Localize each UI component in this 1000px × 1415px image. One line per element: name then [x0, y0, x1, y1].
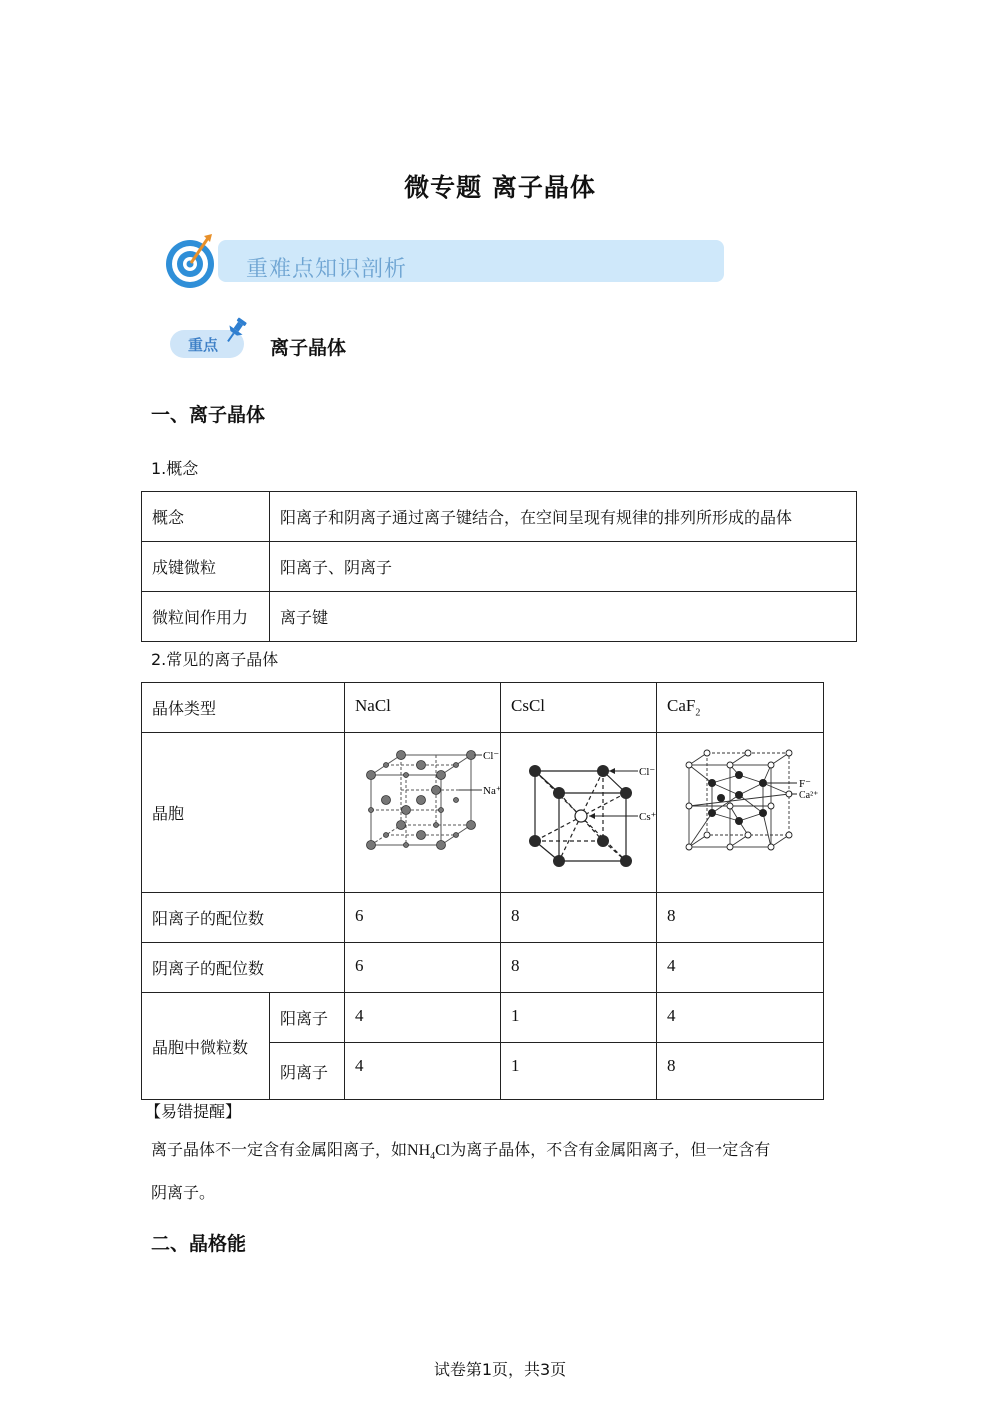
row-label-unit-cell: 晶胞: [142, 733, 345, 893]
subheading-concept: 1.概念: [151, 459, 199, 478]
ionic-crystal-table: [141, 682, 824, 1100]
table-cell-value: 8: [501, 943, 657, 993]
key-point-badge-label: 重点: [188, 336, 219, 354]
table-row: [142, 592, 857, 642]
table-cell-value: 4: [657, 943, 824, 993]
document-title: 微专题 离子晶体: [404, 173, 596, 202]
table-row: [142, 683, 824, 733]
nacl-unit-cell-diagram: [345, 733, 500, 888]
table-cell-value: 离子键: [270, 592, 857, 642]
nacl-unit-cell: [345, 733, 501, 893]
table-cell-value: 阳离子和阴离子通过离子键结合，在空间呈现有规律的排列所形成的晶体: [270, 492, 857, 542]
table-cell-value: 阳离子、阴离子: [270, 542, 857, 592]
cscl-cation-label: Cs⁺: [639, 811, 656, 823]
nacl-anion-label: Cl⁻: [483, 750, 500, 762]
table-cell-label: 概念: [142, 492, 270, 542]
row-sublabel-cation: 阳离子: [270, 993, 345, 1043]
table-cell-label: 成键微粒: [142, 542, 270, 592]
header-caf2: CaF$_2$: [657, 683, 824, 733]
table-row: [142, 943, 824, 993]
tip-label: 【易错提醒】: [145, 1102, 242, 1121]
caf2-anion-label: F⁻: [799, 778, 811, 790]
row-label-anion-coord: 阴离子的配位数: [142, 943, 345, 993]
target-icon: [164, 232, 222, 290]
concept-table: [141, 491, 857, 642]
table-cell-value: 4: [345, 1043, 501, 1100]
cscl-unit-cell: [501, 733, 657, 893]
caf2-cation-label: Ca²⁺: [799, 790, 819, 801]
header-cscl: CsCl: [501, 683, 657, 733]
table-cell-value: 8: [657, 1043, 824, 1100]
header-nacl: NaCl: [345, 683, 501, 733]
pushpin-icon: [222, 316, 250, 346]
table-row: [142, 993, 824, 1043]
table-cell-value: 1: [501, 993, 657, 1043]
table-row: [142, 733, 824, 893]
table-cell-value: 6: [345, 893, 501, 943]
table-cell-value: 4: [657, 993, 824, 1043]
cscl-anion-label: Cl⁻: [639, 766, 656, 778]
table-cell-value: 8: [501, 893, 657, 943]
caf2-unit-cell-diagram: [657, 733, 823, 888]
table-row: [142, 893, 824, 943]
tip-text-continued: 阴离子。: [151, 1183, 216, 1202]
row-sublabel-anion: 阴离子: [270, 1043, 345, 1100]
key-point-title: 离子晶体: [270, 337, 347, 359]
section-heading-1: 一、离子晶体: [151, 404, 266, 426]
caf2-unit-cell: [657, 733, 824, 893]
cscl-unit-cell-diagram: [501, 733, 656, 888]
table-row: [142, 542, 857, 592]
table-cell-label: 微粒间作用力: [142, 592, 270, 642]
header-crystal-type: 晶体类型: [142, 683, 345, 733]
tip-text: 离子晶体不一定含有金属阳离子，如$NH_4Cl$为离子晶体，不含有金属阳离子，但一定含有: [151, 1140, 771, 1163]
page-footer: 试卷第1页，共3页: [433, 1360, 567, 1379]
section-banner-text: 重难点知识剖析: [246, 257, 408, 282]
row-label-particle-count: 晶胞中微粒数: [142, 993, 270, 1100]
row-label-cation-coord: 阳离子的配位数: [142, 893, 345, 943]
subheading-common-crystals: 2.常见的离子晶体: [151, 650, 279, 669]
section-heading-2: 二、晶格能: [151, 1233, 247, 1255]
table-cell-value: 1: [501, 1043, 657, 1100]
table-cell-value: 4: [345, 993, 501, 1043]
table-cell-value: 6: [345, 943, 501, 993]
nacl-cation-label: Na⁺: [483, 785, 500, 797]
table-row: [142, 492, 857, 542]
table-cell-value: 8: [657, 893, 824, 943]
